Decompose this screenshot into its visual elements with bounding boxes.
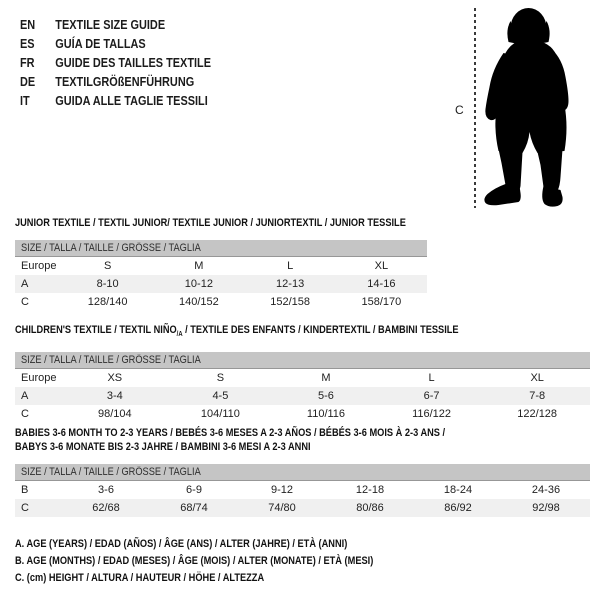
cell: 158/170 — [361, 296, 402, 308]
cell: 140/152 — [178, 296, 219, 308]
children-textile-table — [15, 323, 590, 423]
cell: M — [321, 372, 331, 385]
cell: 6-7 — [423, 390, 440, 403]
cell: 80/86 — [356, 502, 384, 514]
table-row — [15, 387, 590, 405]
cell: XS — [107, 372, 123, 385]
cell: 68/74 — [180, 502, 208, 514]
cell: 104/110 — [200, 408, 240, 421]
row-label: A — [21, 390, 29, 403]
table-row — [15, 405, 590, 423]
size-header-bar: SIZE / TALLA / TAILLE / GRÖSSE / TAGLIA — [15, 464, 590, 481]
cell: 24-36 — [531, 484, 561, 496]
row-label: C — [21, 296, 29, 308]
footnote-c: C. (cm) HEIGHT / ALTURA / HAUTEUR / HÖHE / ALTEZZA — [15, 572, 265, 584]
table-row — [15, 481, 590, 499]
cell: 10-12 — [184, 278, 213, 290]
cell: 9-12 — [270, 484, 294, 496]
language-title: TEXTILGRÖßENFÜHRUNG — [55, 74, 195, 89]
cell: 152/158 — [270, 296, 310, 308]
cell: S — [216, 372, 225, 385]
footnote-a: A. AGE (YEARS) / EDAD (AÑOS) / ÂGE (ANS) / ALTER (JAHRE) / ETÀ (ANNI) — [15, 538, 348, 550]
cell: 74/80 — [268, 502, 296, 514]
title-subscript: /A — [176, 331, 183, 339]
language-code: EN — [20, 17, 36, 32]
footnotes — [15, 536, 442, 587]
table-row — [15, 369, 590, 387]
cell: L — [287, 260, 294, 272]
language-title: TEXTILE SIZE GUIDE — [55, 17, 166, 32]
row-label: A — [21, 278, 29, 290]
row-label: Europe — [21, 372, 57, 385]
table-row — [15, 257, 427, 275]
table-title: JUNIOR TEXTILE / TEXTIL JUNIOR/ TEXTILE JUNIOR / JUNIORTEXTIL / JUNIOR TESSILE — [15, 217, 406, 229]
height-dashed-line — [474, 8, 476, 208]
cell: 110/116 — [306, 408, 346, 421]
cell: XL — [374, 260, 389, 272]
cell: S — [103, 260, 112, 272]
language-code: ES — [20, 36, 35, 51]
size-header-bar: SIZE / TALLA / TAILLE / GRÖSSE / TAGLIA — [15, 240, 427, 257]
table-row — [15, 275, 427, 293]
language-title: GUÍA DE TALLAS — [55, 36, 146, 51]
language-row-en — [20, 15, 211, 34]
cell: 6-9 — [186, 484, 202, 496]
size-header-bar: SIZE / TALLA / TAILLE / GRÖSSE / TAGLIA — [15, 352, 590, 369]
table-row — [15, 293, 427, 311]
cell: XL — [530, 372, 544, 385]
row-label: C — [21, 502, 29, 514]
language-title: GUIDA ALLE TAGLIE TESSILI — [55, 93, 208, 108]
cell: 5-6 — [318, 390, 334, 403]
cell: M — [194, 260, 204, 272]
table-row — [15, 499, 590, 517]
language-row-fr — [20, 53, 211, 72]
language-code: IT — [20, 93, 30, 108]
cell: 62/68 — [92, 502, 120, 514]
row-label: B — [21, 484, 29, 496]
language-code: FR — [20, 55, 35, 70]
cell: 12-13 — [276, 278, 305, 290]
cell: 12-18 — [355, 484, 385, 496]
language-code: DE — [20, 74, 36, 89]
cell: 128/140 — [87, 296, 128, 308]
row-label: C — [21, 408, 29, 421]
cell: 92/98 — [532, 502, 560, 514]
cell: 116/122 — [412, 408, 452, 421]
baby-silhouette-icon — [482, 5, 579, 211]
language-row-it — [20, 91, 211, 110]
cell: L — [428, 372, 435, 385]
footnote-b: B. AGE (MONTHS) / EDAD (MESES) / ÂGE (MOIS) / ALTER (MONATE) / ETÀ (MESI) — [15, 555, 374, 567]
language-row-de — [20, 72, 211, 91]
language-title: GUIDE DES TAILLES TEXTILE — [55, 55, 212, 70]
cell: 14-16 — [367, 278, 396, 290]
junior-textile-table — [15, 216, 427, 311]
cell: 3-6 — [98, 484, 114, 496]
row-label: Europe — [21, 260, 57, 272]
babies-textile-table — [15, 426, 590, 517]
cell: 7-8 — [529, 390, 546, 403]
height-marker-label: C — [455, 103, 464, 117]
cell: 98/104 — [97, 408, 132, 421]
cell: 122/128 — [517, 408, 558, 421]
cell: 18-24 — [443, 484, 473, 496]
cell: 4-5 — [212, 390, 229, 403]
table-title: BABIES 3-6 MONTH TO 2-3 YEARS / BEBÉS 3-6 MESES A 2-3 AÑOS / BÉBÉS 3-6 MOIS À 2-3 ANS / BABYS 3-6 MONATE BIS 2-3 JAHRE / BAMBINI 3-6 MESI A 2-3 ANNI — [15, 427, 446, 453]
language-row-es — [20, 34, 211, 53]
language-list — [20, 15, 247, 110]
cell: 86/92 — [444, 502, 472, 514]
table-title: CHILDREN'S TEXTILE / TEXTIL $NIÑO_{/A}$ / TEXTILE DES ENFANTS / KINDERTEXTIL / BAMBINI TESSILE — [15, 324, 459, 339]
cell: 3-4 — [106, 390, 123, 403]
cell: 8-10 — [96, 278, 119, 290]
